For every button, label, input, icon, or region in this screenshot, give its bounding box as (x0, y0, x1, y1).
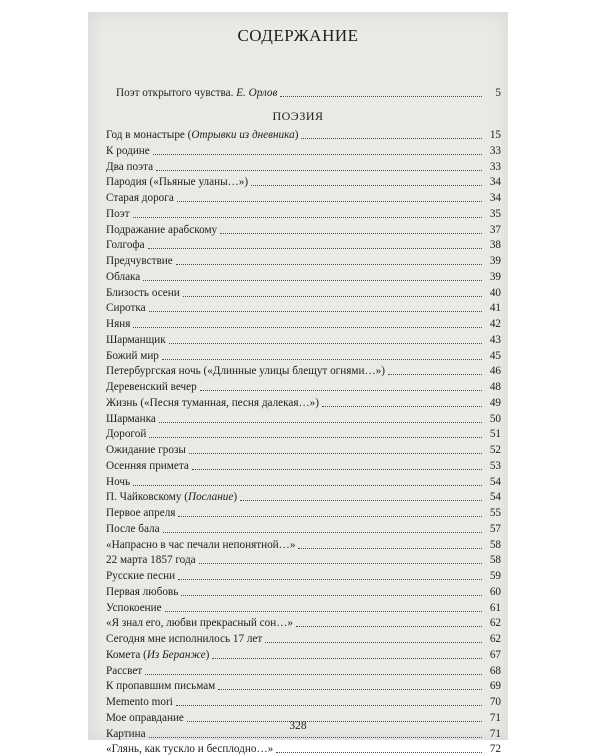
toc-entry (106, 646, 501, 662)
leader-dots (192, 468, 482, 470)
leader-dots (178, 578, 482, 580)
toc-entry (106, 504, 501, 520)
toc-entry-page: 60 (489, 585, 501, 598)
leader-dots (133, 326, 482, 328)
leader-dots (177, 200, 482, 202)
leader-dots (176, 263, 482, 265)
toc-entry-title: 22 марта 1857 года (106, 554, 196, 567)
leader-dots (176, 704, 482, 706)
toc-entry-page: 70 (489, 696, 501, 708)
toc-entry (106, 284, 501, 300)
toc-entry-page: 58 (489, 538, 501, 551)
toc-entry-title: Первое апреля (106, 507, 176, 519)
book-page (88, 12, 508, 756)
leader-dots (163, 531, 482, 533)
toc-entry (106, 126, 501, 142)
toc-entry-title: Memento mori (106, 696, 173, 708)
toc-entry (106, 252, 501, 268)
toc-entry (106, 693, 501, 709)
toc-entry-title: Год в монастыре (Отрывки из дневника) (106, 129, 299, 141)
toc-entry-page: 41 (489, 302, 501, 315)
toc-entry-title: Предчувствие (106, 255, 173, 267)
leader-dots (159, 421, 482, 423)
toc-entry-title: Осенняя примета (106, 459, 189, 472)
toc-entry-title: Ночь (106, 475, 131, 488)
leader-dots (148, 247, 482, 249)
leader-dots (388, 373, 482, 375)
leader-dots (133, 216, 482, 218)
toc-entry (106, 740, 501, 756)
toc-entry-page: 15 (489, 129, 501, 141)
toc-entry (106, 599, 501, 615)
toc-entry (106, 173, 501, 189)
toc-entry-page: 53 (489, 459, 501, 472)
leader-dots (183, 295, 482, 297)
toc-entry (106, 236, 501, 252)
toc-entry-title: Успокоение (106, 601, 162, 614)
toc-entry (106, 299, 501, 315)
toc-entry-page: 55 (489, 507, 501, 519)
toc-entry-page: 68 (489, 664, 501, 677)
toc-entry-page: 71 (489, 727, 501, 740)
toc-entry (106, 205, 501, 221)
toc-entry-title: Первая любовь (106, 585, 179, 598)
toc-entry-page: 69 (489, 680, 501, 693)
leader-dots (181, 594, 482, 596)
toc-entry-title: Божий мир (106, 349, 159, 362)
toc-entry-preface (116, 84, 501, 100)
toc-entry-title: Голгофа (106, 239, 145, 252)
toc-entry (106, 551, 501, 567)
toc-entry (106, 677, 501, 693)
toc-entry-title: Поэт открытого чувства. Е. Орлов (116, 87, 278, 99)
toc-entry (106, 630, 501, 646)
toc-entry-title: Ожидание грозы (106, 444, 186, 456)
toc-entry-page: 51 (489, 428, 501, 441)
toc-entry (106, 473, 501, 489)
toc-entry-page: 45 (489, 349, 501, 362)
leader-dots (165, 610, 482, 612)
toc-entry (106, 662, 501, 678)
toc-entry-title: К родине (106, 144, 150, 157)
toc-entry-page: 62 (489, 633, 501, 645)
page-title: СОДЕРЖАНИЕ (237, 26, 359, 45)
toc-entry-title: Облака (106, 270, 141, 283)
leader-dots (145, 673, 482, 675)
leader-dots (156, 169, 482, 171)
toc-entry (106, 268, 501, 284)
toc-entry-title: Пародия («Пьяные уланы…») (106, 176, 249, 189)
leader-dots (178, 515, 482, 517)
leader-dots (169, 342, 482, 344)
toc-entry-title: К пропавшим письмам (106, 680, 216, 693)
page-number: 328 (289, 720, 307, 732)
toc-entry-title: Шарманка (106, 412, 156, 425)
toc-entry (106, 315, 501, 331)
toc-entry-title: Русские песни (106, 570, 176, 582)
toc-entry (106, 221, 501, 237)
toc-entry-title: Сегодня мне исполнилось 17 лет (106, 633, 263, 645)
toc-entry-page: 57 (489, 522, 501, 535)
toc-entry-page: 46 (489, 365, 501, 378)
leader-dots (251, 184, 482, 186)
toc-entry-title: Рассвет (106, 664, 143, 677)
leader-dots (296, 625, 482, 627)
toc-entry-title: Петербургская ночь («Длинные улицы блещут огнями…») (106, 365, 385, 378)
toc-entry-page: 33 (489, 144, 501, 157)
toc-entry-page: 5 (495, 87, 501, 99)
leader-dots (149, 736, 482, 738)
leader-dots (143, 279, 482, 281)
leader-dots (265, 641, 482, 643)
toc-entry (106, 583, 501, 599)
toc-entry-page: 39 (489, 255, 501, 267)
toc-entry-title: Комета (Из Беранже) (106, 648, 210, 661)
leader-dots (200, 389, 482, 391)
toc-entry-page: 48 (489, 381, 501, 393)
toc-entry-page: 42 (489, 318, 501, 330)
leader-dots (149, 436, 482, 438)
leader-dots (149, 310, 482, 312)
toc-entry-page: 34 (489, 176, 501, 189)
toc-entry-page: 33 (489, 160, 501, 173)
leader-dots (189, 452, 482, 454)
toc-entry (106, 457, 501, 473)
leader-dots (240, 499, 482, 501)
toc-entry (106, 614, 501, 630)
toc-entry-page: 71 (489, 711, 501, 724)
toc-entry (106, 347, 501, 363)
toc-entry-page: 37 (489, 223, 501, 236)
toc-entry (106, 441, 501, 457)
toc-entry-title: Жизнь («Песня туманная, песня далекая…») (106, 396, 320, 409)
leader-dots (199, 562, 482, 564)
toc-entry-page: 67 (489, 648, 501, 661)
toc-entry-page: 40 (489, 286, 501, 299)
leader-dots (301, 137, 482, 139)
toc-entry-title: Подражание арабскому (106, 223, 218, 236)
toc-entry (106, 158, 501, 174)
toc-entry-page: 61 (489, 601, 501, 614)
toc-entry-title: Два поэта (106, 160, 154, 173)
toc-entry-title: Близость осени (106, 286, 180, 299)
toc-entry (106, 378, 501, 394)
toc-entry (106, 520, 501, 536)
leader-dots (218, 688, 482, 690)
leader-dots (298, 547, 482, 549)
toc-entry-page: 59 (489, 570, 501, 582)
leader-dots (212, 657, 482, 659)
toc-entry-title: Поэт (106, 207, 130, 220)
toc-entry (106, 567, 501, 583)
toc-entry-page: 34 (489, 192, 501, 204)
toc-entry (106, 189, 501, 205)
toc-entry-title: Старая дорога (106, 192, 174, 204)
toc-entry-page: 50 (489, 412, 501, 425)
toc-entry-title: После бала (106, 522, 160, 535)
leader-dots (153, 153, 482, 155)
toc-entry-page: 43 (489, 333, 501, 346)
toc-entry-title: Сиротка (106, 302, 146, 315)
leader-dots (280, 95, 482, 97)
toc-entry (106, 425, 501, 441)
toc-entry (106, 331, 501, 347)
toc-entry (106, 142, 501, 158)
leader-dots (322, 405, 482, 407)
toc-entry-title: Картина (106, 727, 146, 740)
leader-dots (133, 484, 482, 486)
toc-entry-title: Мое оправдание (106, 711, 184, 724)
section-heading: ПОЭЗИЯ (272, 109, 324, 123)
leader-dots (220, 232, 482, 234)
toc-entry-page: 54 (489, 491, 501, 504)
toc-entry-page: 35 (489, 207, 501, 220)
toc-entry (106, 488, 501, 504)
toc-entry-title: Дорогой (106, 428, 147, 441)
toc-entry-page: 54 (489, 475, 501, 488)
leader-dots (276, 751, 482, 753)
toc-entry-title: Шарманщик (106, 333, 166, 346)
toc-entry-title: «Напрасно в час печали непонятной…» (106, 538, 296, 551)
toc-entry-page: 49 (489, 396, 501, 409)
toc-entry-page: 39 (489, 270, 501, 283)
toc-entry-title: Няня (106, 318, 131, 330)
toc-entry-title: Деревенский вечер (106, 381, 197, 393)
toc-entry (106, 394, 501, 410)
toc-entry (106, 536, 501, 552)
toc-entry-page: 52 (489, 444, 501, 456)
toc-entry-page: 38 (489, 239, 501, 252)
toc-entry-page: 58 (489, 554, 501, 567)
toc-entry-page: 72 (489, 743, 501, 756)
toc-entry-page: 62 (489, 617, 501, 630)
leader-dots (162, 358, 482, 360)
toc-entry-title: П. Чайковскому (Послание) (106, 491, 238, 504)
toc-entry-title: «Глянь, как тускло и бесплодно…» (106, 743, 274, 756)
toc-entry (106, 362, 501, 378)
toc-entry (106, 410, 501, 426)
toc-entry-title: «Я знал его, любви прекрасный сон…» (106, 617, 293, 630)
